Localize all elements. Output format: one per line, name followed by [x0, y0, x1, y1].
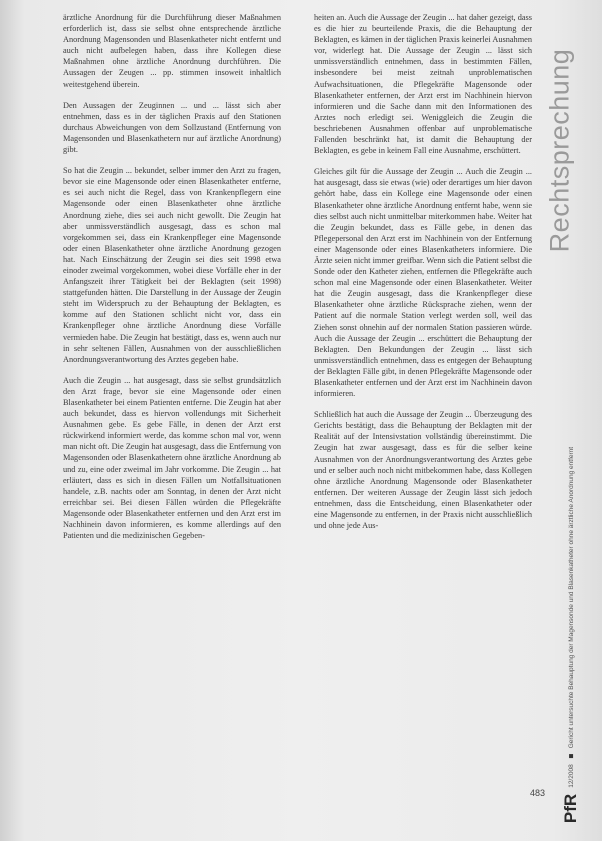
paragraph: So hat die Zeugin ... bekundet, selber immer den Arzt zu fragen, bevor sie eine Magensonde oder einen Blasenkatheter entferne, es sei auch nicht die Regel, dass von Krankenpflegern eine Magensonde oder einen Blasenkatheter ohne ärztliche Anordnung ziehe, dies sei auch nicht gewollt. Die Zeugin hat aber unmissverständlich ausgesagt, dass es schon mal vorgekommen sei, dass ein Krankenpfleger eine Magensonde oder einen Blasenkatheter ohne ärztliche Anordnung gezogen hat. Nach Einschätzung der Zeugin sei dies seit 1998 etwa einoder zweimal vorgekommen, wobei diese Vorfälle eher in der Anfangszeit ihrer Tätigkeit bei der Beklagten (seit 1998) stattgefunden hätten. Die Darstellung in der Aussage der Zeugin steht im Widerspruch zu der Behauptung der Beklagten, es komme auf den Stationen schlicht nicht vor, dass ein Krankenpfleger ohne ärztliche Anordnung diese Vorfälle vermieden habe. Die Zeugin hat bestätigt, dass es, wenn auch nur in sehr seltenen Fällen, Ausnahmen von der ausschließlichen Anordnungsverantwortung des Arztes gegeben habe. [63, 166, 281, 364]
bullet-icon [569, 754, 573, 758]
running-header: Gericht untersuchte Behauptung der Magensonde und Blasenkatheter ohne ärztliche Anordnung entfernt [567, 446, 575, 749]
journal-side-strip [558, 440, 584, 830]
journal-logo: PfR [561, 793, 580, 824]
right-text-column [314, 12, 532, 541]
paragraph: Gleiches gilt für die Aussage der Zeugin ... Auch die Zeugin ... hat ausgesagt, dass sie etwas (wie) oder derartiges um hier davon gehört habe, dass ein Kollege eine Magensonde oder einen Blasenkatheter ohne ärztliche Anordnung entfernt habe, wenn sie dies selbst auch nicht unmittelbar miterkommen habe. Weiter hat die Zeugin bekundet, dass es Fälle gebe, in denen das Pflegepersonal den Arzt erst im Nachhinein von der Entfernung einer Magensonde oder eines Blasenkatheters informiere. Die Ärzte seien nicht immer greifbar. Wenn sich die Patient selbst die Sonde oder den Katheter ziehen, entfernen die Pflegekräfte auch schon mal eine Magensonde oder einen Blasenkatheter. Weiter hat die Zeugin ausgesagt, dass die Krankenpfleger diese Blasenkatheter ohne ärztliche Rücksprache ziehen, wenn der Patient auf die normale Station verlegt werden soll, weil das Ziehen sonst ohnehin auf der normalen Station passieren würde. Auch die Aussage der Zeugin ... erschüttert die Behauptung der Beklagten. Den Bekundungen der Zeugin ... lässt sich unmissverständlich entnehmen, dass es entgegen der Behauptung der Beklagten Fälle gibt, in denen Pflegekräfte Magensonde oder Blasenkatheter entfernen und der Arzt erst im Nachhinein davon informieren. [314, 167, 532, 399]
left-text-column [63, 12, 281, 551]
page-number: 483 [530, 788, 546, 798]
paragraph: Auch die Zeugin ... hat ausgesagt, dass sie selbst grundsätzlich den Arzt frage, bevor sie eine Magensonde oder einen Blasenkatheter bei einem Patienten entferne. Die Zeugin hat aber auch bekundet, dass es hiervon vollendungs mit Sicherheit Ausnahmen gebe. Es gebe Fälle, in denen der Arzt erst rückwirkend informiert werde, das komme schon mal vor, wenn man nicht oft. Die Zeugin hat ausgesagt, dass die Entfernung von Magensonden oder Blasenkathetern ohne ärztliche Anordnung ab und zu, eine oder zweimal im Jahr vorkomme. Die Zeugin ... hat erläutert, dass es sich in diesen Fällen um Notfallsituationen handele, z.B. nachts oder am Sonntag, in denen der Arzt nicht erreichbar sei. Bei diesen Fällen würden die Pflegekräfte Magensonde oder Blasenkatheter entfernen und den Arzt erst im Nachhinein davon informieren, es komme allerdings auf den Patienten und die medizinischen Gegeben- [63, 375, 281, 541]
paragraph: Den Aussagen der Zeuginnen ... und ... lässt sich aber entnehmen, dass es in der täglichen Praxis auf den Stationen durchaus Abweichungen von dem Sollzustand (Entfernung von Magensonden und Blasenkathetern nur auf ärztliche Anordnung) gibt. [63, 100, 281, 155]
paragraph: heiten an. Auch die Aussage der Zeugin ... hat daher gezeigt, dass es die hier zu beurteilende Praxis, die die Behauptung der Beklagten, es kämen in der täglichen Praxis keinerlei Ausnahmen vor, widerlegt hat. Die Aussage der Zeugin ... lässt sich unmissverständlich entnehmen, dass in bestimmten Fällen, insbesondere bei meist zeitnah unproblematischen Aufwachsituationen, die Pflegekräfte Magensonde oder Blasenkatheter entfernen, der Arzt erst im Nachhinein hiervon informieren und die Sache dann mit den Informationen des Arztes noch erledigt sei. Weniggleich die Zeugin die beschriebenen Ausnahmen offenbar auf unproblematische Fallenden beschränkt hat, ist damit die Behauptung der Beklagten, es gebe in keinem Fall eine Ausnahme, erschüttert. [314, 13, 532, 156]
issue-number: 12/2008 [567, 764, 575, 788]
paragraph: Schließlich hat auch die Aussage der Zeugin ... Überzeugung des Gerichts bestätigt, dass die Behauptung der Beklagten mit der Realität auf der Intensivstation vollständig übereinstimmt. Die Zeugin hat zwar ausgesagt, dass es für die selber keine Ausnahmen von der Anordnungsverantwortung des Arztes gebe und er selber auch noch nicht mitbekommen habe, dass Kollegen ohne ärztliche Anordnung Magensonde oder Blasenkatheter entfernen. Der weiteren Aussage der Zeugin lässt sich jedoch entnehmen, dass die Entscheidung, einen Blasenkatheter oder eine Magensonde zu entfernen, in der Praxis nicht ausschließlich und ohne jede Aus- [314, 410, 532, 531]
section-title-text: Rechtsprechung [544, 48, 575, 252]
paragraph: ärztliche Anordnung für die Durchführung dieser Maßnahmen erforderlich ist, dass sie selbst ohne entsprechende ärztliche Anordnung Magensonden und Blasenkatheter nicht entfernt und auch nicht aufbelegen haben, dass ihre Kollegen diese Maßnahmen ohne ärztliche Anordnung durchführen. Die Aussagen der Zeugen ... pp. stimmen insoweit inhaltlich weitestgehend überein. [63, 13, 281, 89]
section-heading [540, 40, 580, 260]
